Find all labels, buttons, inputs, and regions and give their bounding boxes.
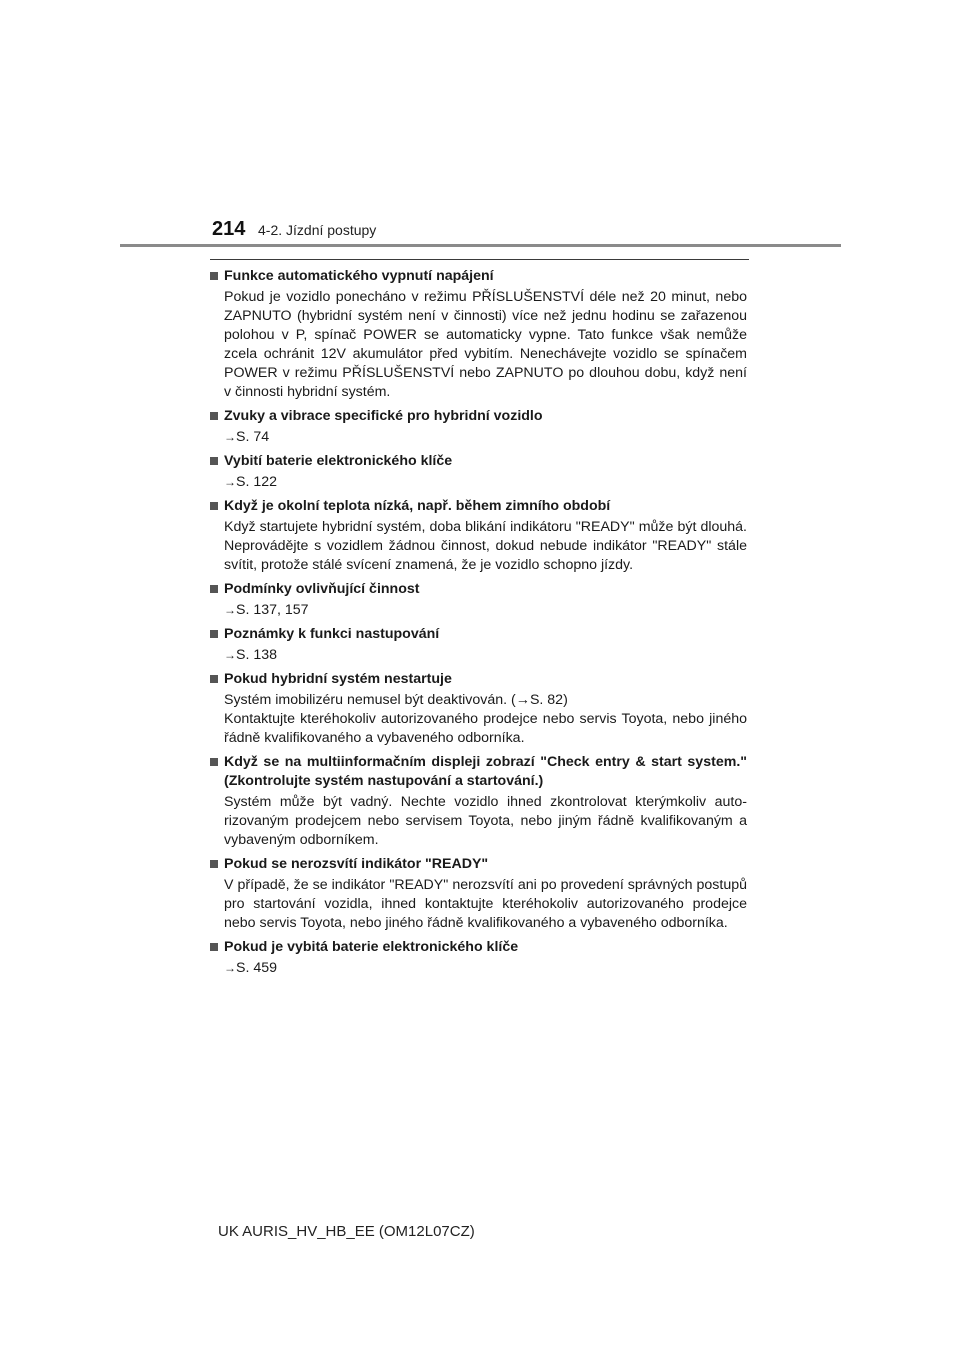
entry-title-text: Funkce automatického vypnutí napájení bbox=[224, 268, 494, 284]
entry-title-text: Vybití baterie elektronického klíče bbox=[224, 453, 453, 469]
entry-body bbox=[210, 691, 747, 748]
entry-0 bbox=[210, 267, 747, 402]
page-reference-text: S. 74 bbox=[236, 429, 270, 445]
entry-3 bbox=[210, 497, 747, 575]
body-paragraph: Kontaktujte kteréhokoliv autorizovaného prodejce nebo servis Toyota, nebo jiného řádně kvalifikovaného a vybaveného odborníka. bbox=[224, 711, 747, 746]
content bbox=[210, 262, 747, 978]
entry-2 bbox=[210, 452, 747, 492]
square-bullet-icon bbox=[210, 630, 218, 638]
square-bullet-icon bbox=[210, 457, 218, 465]
entry-body bbox=[210, 518, 747, 575]
page-reference-text: S. 138 bbox=[236, 647, 278, 663]
entry-8 bbox=[210, 855, 747, 933]
body-paragraph: Pokud je vozidlo ponecháno v režimu PŘÍSLUŠENSTVÍ déle než 20 minut, nebo ZAPNUTO (hybridní systém není v činnosti) více než jednu hodinu se zařazenou polohou v P, spínač POWER se automaticky vypne. Tato funkce však nemůže zcela ochránit 12V akumulátor před vybitím. Nenechávejte vozidlo se spínačem POWER v režimu PŘÍSLUŠENSTVÍ nebo ZAPNUTO po dlouhou dobu, když není v činnosti hybridní systém. bbox=[224, 289, 747, 400]
page-reference bbox=[210, 473, 747, 492]
entry-title bbox=[210, 625, 747, 644]
page-reference bbox=[210, 601, 747, 620]
square-bullet-icon bbox=[210, 272, 218, 280]
content-rule bbox=[210, 259, 749, 260]
entry-title-text: Pokud je vybitá baterie elektronického klíče bbox=[224, 939, 519, 955]
arrow-right-icon: → bbox=[224, 648, 236, 662]
square-bullet-icon bbox=[210, 675, 218, 683]
arrow-right-icon: → bbox=[224, 430, 236, 444]
page-reference-text: S. 459 bbox=[236, 960, 278, 976]
section-title: 4-2. Jízdní postupy bbox=[258, 222, 377, 238]
body-paragraph: Když startujete hybridní systém, doba blikání indikátoru "READY" může být dlouhá. Neprovádějte s vozidlem žádnou činnost, dokud nebude indikátor "READY" stále svítit, protože stálé svícení znamená, že je vozidlo schopno jízdy. bbox=[224, 519, 747, 573]
page-reference bbox=[210, 428, 747, 447]
entry-4 bbox=[210, 580, 747, 620]
square-bullet-icon bbox=[210, 412, 218, 420]
square-bullet-icon bbox=[210, 943, 218, 951]
entry-5 bbox=[210, 625, 747, 665]
entry-title bbox=[210, 497, 747, 516]
entry-title-text: Zvuky a vibrace specifické pro hybridní vozidlo bbox=[224, 408, 543, 424]
entry-7 bbox=[210, 753, 747, 850]
entry-body bbox=[210, 876, 747, 933]
page-reference-text: S. 137, 157 bbox=[236, 602, 309, 618]
body-paragraph: Systém může být vadný. Nechte vozidlo ihned zkontrolovat kterýmkoliv autorizovaným prodejcem nebo servisem Toyota, nebo jiným řádně kvalifikovaným a vybaveným odborníkem. bbox=[224, 794, 747, 848]
square-bullet-icon bbox=[210, 502, 218, 510]
page-number: 214 bbox=[212, 218, 246, 240]
entry-9 bbox=[210, 938, 747, 978]
footer-doc-code: UK AURIS_HV_HB_EE (OM12L07CZ) bbox=[218, 1223, 475, 1240]
entry-title bbox=[210, 267, 747, 286]
entry-title-text: Když je okolní teplota nízká, např. během zimního období bbox=[224, 498, 611, 514]
page-reference bbox=[210, 646, 747, 665]
page-reference bbox=[210, 959, 747, 978]
square-bullet-icon bbox=[210, 860, 218, 868]
entry-title bbox=[210, 753, 747, 791]
body-paragraph: V případě, že se indikátor "READY" nerozsvítí ani po provedení správných postupů pro startování vozidla, ihned kontaktujte kteréhokoliv autorizovaného prodejce nebo servis Toyota, nebo jiného řádně kvalifikovaného a vybaveného odborníka. bbox=[224, 877, 747, 931]
entry-title-text: Pokud hybridní systém nestartuje bbox=[224, 671, 452, 687]
entry-title bbox=[210, 580, 747, 599]
arrow-right-icon: → bbox=[224, 475, 236, 489]
entry-title-text: Pokud se nerozsvítí indikátor "READY" bbox=[224, 856, 489, 872]
entry-title bbox=[210, 855, 747, 874]
square-bullet-icon bbox=[210, 585, 218, 593]
entry-title bbox=[210, 938, 747, 957]
entry-title bbox=[210, 452, 747, 471]
entry-title bbox=[210, 407, 747, 426]
entry-title-text: Poznámky k funkci nastupování bbox=[224, 626, 440, 642]
entry-body bbox=[210, 793, 747, 850]
entry-title-text: Podmínky ovlivňující činnost bbox=[224, 581, 420, 597]
header-rule bbox=[120, 244, 841, 247]
body-paragraph: Systém imobilizéru nemusel být deaktivován. (→S. 82) bbox=[224, 692, 568, 708]
entry-title bbox=[210, 670, 747, 689]
page-reference-text: S. 122 bbox=[236, 474, 278, 490]
entry-6 bbox=[210, 670, 747, 748]
arrow-right-icon: → bbox=[224, 961, 236, 975]
entry-1 bbox=[210, 407, 747, 447]
entry-title-text: Když se na multiinformačním displeji zobrazí "Check entry & start system." (Zkontrolujte systém nastupování a startování.) bbox=[224, 754, 747, 789]
square-bullet-icon bbox=[210, 758, 218, 766]
entry-body bbox=[210, 288, 747, 402]
arrow-right-icon: → bbox=[224, 603, 236, 617]
